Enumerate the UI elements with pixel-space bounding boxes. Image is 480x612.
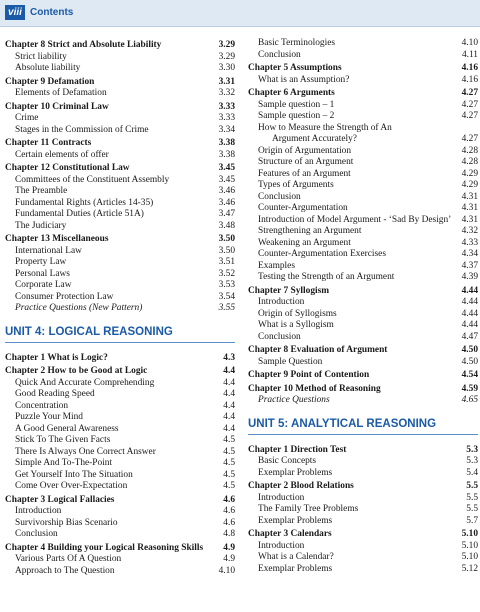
entry-title: Chapter 2 Blood Relations — [248, 481, 354, 491]
entry-page-number: 3.30 — [218, 63, 235, 73]
entry-title: Sample question – 2 — [258, 111, 335, 121]
entry-page-number: 4.10 — [461, 38, 478, 48]
entry-page-number: 4.9 — [223, 554, 235, 564]
entry-page-number: 4.32 — [461, 226, 478, 236]
entry-page-number: 4.29 — [461, 168, 478, 179]
toc-entry[interactable] — [5, 424, 235, 436]
toc-entry[interactable] — [248, 357, 478, 369]
toc-entry[interactable] — [248, 50, 478, 62]
entry-page-number: 4.4 — [223, 389, 235, 399]
entry-title: Strengthening an Argument — [258, 226, 362, 236]
entry-page-number: 4.4 — [223, 412, 235, 422]
entry-title: There Is Always One Correct Answer — [15, 446, 156, 457]
entry-title: Practice Questions — [258, 395, 330, 405]
entry-page-number: 4.34 — [461, 249, 478, 259]
entry-page-number: 4.4 — [223, 366, 235, 376]
entry-page-number: 5.5 — [466, 504, 478, 514]
toc-entry[interactable] — [5, 447, 235, 459]
toc-entry[interactable] — [5, 198, 235, 210]
toc-entry[interactable] — [248, 203, 478, 215]
entry-page-number: 4.5 — [223, 481, 235, 491]
page-header — [0, 0, 480, 27]
entry-page-number: 5.7 — [466, 515, 478, 526]
entry-title: Chapter 3 Calendars — [248, 529, 332, 539]
toc-entry[interactable] — [5, 246, 235, 258]
toc-entry[interactable] — [5, 209, 235, 221]
chapter-heading[interactable] — [5, 234, 235, 246]
entry-page-number: 4.31 — [461, 203, 478, 213]
entry-page-number: 5.10 — [461, 552, 478, 562]
toc-entry[interactable] — [5, 506, 235, 518]
toc-entry[interactable] — [248, 552, 478, 564]
entry-title: Introduction — [258, 540, 305, 551]
entry-title: Practice Questions (New Pattern) — [15, 303, 143, 313]
entry-title: Basic Concepts — [258, 456, 317, 466]
entry-title: Quick And Accurate Comprehending — [15, 377, 155, 388]
toc-entry[interactable] — [248, 332, 478, 344]
entry-title: Structure of an Argument — [258, 157, 354, 167]
right-column — [248, 38, 478, 575]
entry-page-number: 4.10 — [218, 565, 235, 576]
entry-page-number: 4.4 — [223, 400, 235, 411]
entry-page-number: 4.44 — [461, 297, 478, 307]
toc-entry[interactable] — [5, 389, 235, 401]
entry-title: Conclusion — [258, 191, 301, 202]
entry-page-number: 4.59 — [461, 383, 478, 394]
entry-page-number: 3.29 — [218, 40, 235, 50]
toc-entry[interactable] — [5, 269, 235, 281]
entry-title: Chapter 6 Arguments — [248, 88, 335, 98]
entry-page-number: 4.6 — [223, 506, 235, 516]
entry-title: Conclusion — [258, 49, 301, 60]
entry-title: Stick To The Given Facts — [15, 435, 111, 445]
entry-title: Stages in the Commission of Crime — [15, 124, 149, 135]
entry-title: Fundamental Rights (Articles 14-35) — [15, 197, 154, 208]
entry-title: Consumer Protection Law — [15, 291, 114, 302]
entry-page-number: 3.52 — [218, 268, 235, 279]
entry-page-number: 4.65 — [461, 395, 478, 405]
entry-title: Chapter 8 Evaluation of Argument — [248, 345, 388, 355]
chapter-heading[interactable] — [5, 40, 235, 52]
toc-entry[interactable] — [5, 52, 235, 64]
entry-page-number: 4.44 — [461, 320, 478, 330]
entry-page-number: 4.4 — [223, 377, 235, 388]
header-title: Contents — [30, 7, 74, 18]
entry-title: Introduction — [15, 506, 62, 516]
chapter-heading[interactable] — [248, 445, 478, 457]
entry-title: Property Law — [15, 257, 67, 267]
toc-entry[interactable] — [5, 175, 235, 187]
entry-page-number: 3.31 — [218, 76, 235, 87]
entry-page-number: 4.44 — [461, 285, 478, 296]
page-number-badge: viii — [5, 5, 25, 20]
entry-page-number: 4.50 — [461, 356, 478, 367]
entry-page-number: 4.27 — [461, 134, 478, 144]
toc-entry[interactable] — [248, 272, 478, 284]
chapter-heading[interactable] — [5, 102, 235, 114]
entry-title: Corporate Law — [15, 280, 72, 290]
entry-page-number: 4.28 — [461, 145, 478, 156]
entry-page-number: 3.47 — [218, 209, 235, 219]
entry-title: Introduction — [258, 492, 305, 503]
toc-entry[interactable] — [5, 554, 235, 566]
chapter-heading[interactable] — [5, 366, 235, 378]
entry-page-number: 4.11 — [461, 49, 478, 60]
toc-entry[interactable] — [248, 564, 478, 576]
toc-entry[interactable] — [5, 435, 235, 447]
chapter-heading[interactable] — [248, 88, 478, 100]
chapter-heading[interactable] — [5, 353, 235, 365]
entry-title: Basic Terminologies — [258, 38, 336, 48]
entry-title: Origin of Syllogisms — [258, 308, 337, 319]
entry-title: The Preamble — [15, 186, 68, 196]
entry-page-number: 4.27 — [461, 88, 478, 98]
toc-entry[interactable] — [5, 150, 235, 162]
entry-title: Argument Accurately? — [272, 134, 357, 144]
entry-title: Approach to The Question — [15, 565, 115, 576]
entry-page-number: 4.3 — [223, 352, 235, 363]
chapter-heading[interactable] — [248, 384, 478, 396]
entry-title: Types of Arguments — [258, 180, 334, 190]
toc-entry[interactable] — [248, 157, 478, 169]
entry-page-number: 3.32 — [218, 88, 235, 98]
entry-page-number: 4.9 — [223, 542, 235, 553]
toc-entry[interactable] — [248, 320, 478, 332]
chapter-heading[interactable] — [248, 370, 478, 382]
entry-title: Counter-Argumentation Exercises — [258, 249, 386, 259]
toc-entry[interactable] — [248, 493, 478, 505]
unit-heading: UNIT 5: ANALYTICAL REASONING — [248, 416, 478, 435]
entry-page-number: 3.29 — [218, 51, 235, 62]
entry-page-number: 4.29 — [461, 180, 478, 190]
toc-entry[interactable] — [5, 280, 235, 292]
toc-entry[interactable] — [248, 180, 478, 192]
entry-title: Weakening an Argument — [258, 237, 351, 248]
toc-entry[interactable] — [5, 458, 235, 470]
entry-page-number: 3.46 — [218, 186, 235, 196]
entry-page-number: 3.50 — [218, 245, 235, 256]
entry-page-number: 3.46 — [218, 197, 235, 208]
entry-page-number: 5.10 — [461, 540, 478, 551]
chapter-heading[interactable] — [248, 345, 478, 357]
entry-page-number: 5.10 — [461, 529, 478, 539]
chapter-heading[interactable] — [5, 77, 235, 89]
entry-page-number: 3.45 — [218, 174, 235, 185]
entry-title: Conclusion — [258, 331, 301, 342]
toc-entry[interactable] — [5, 481, 235, 493]
entry-page-number: 4.5 — [223, 446, 235, 457]
toc-entry[interactable] — [5, 88, 235, 100]
chapter-heading[interactable] — [248, 481, 478, 493]
toc-entry[interactable] — [248, 192, 478, 204]
chapter-heading[interactable] — [248, 529, 478, 541]
toc-entry[interactable] — [5, 113, 235, 125]
entry-title: Chapter 2 How to be Good at Logic — [5, 366, 148, 376]
left-column — [5, 38, 235, 577]
entry-page-number: 3.53 — [218, 280, 235, 290]
entry-title: Chapter 1 What is Logic? — [5, 352, 108, 363]
entry-title: A Good General Awareness — [15, 423, 119, 434]
chapter-heading[interactable] — [5, 495, 235, 507]
entry-title: Survivorship Bias Scenario — [15, 517, 118, 528]
entry-page-number: 3.48 — [218, 220, 235, 231]
entry-page-number: 3.38 — [218, 138, 235, 148]
chapter-heading[interactable] — [248, 286, 478, 298]
toc-entry[interactable] — [248, 75, 478, 87]
entry-title: Chapter 8 Strict and Absolute Liability — [5, 40, 162, 50]
entry-page-number: 5.5 — [466, 481, 478, 491]
entry-title: Chapter 9 Defamation — [5, 76, 95, 87]
entry-page-number: 3.38 — [218, 149, 235, 160]
entry-title: Chapter 7 Syllogism — [248, 285, 330, 296]
entry-title: Conclusion — [15, 529, 58, 539]
toc-entry-continued[interactable] — [248, 134, 478, 146]
entry-page-number: 4.6 — [223, 517, 235, 528]
entry-page-number: 5.3 — [466, 444, 478, 455]
entry-title: Elements of Defamation — [15, 88, 107, 98]
entry-page-number: 4.28 — [461, 157, 478, 167]
entry-page-number: 3.33 — [218, 101, 235, 112]
entry-title: Sample question – 1 — [258, 99, 335, 110]
entry-page-number: 3.45 — [218, 163, 235, 173]
entry-page-number: 3.34 — [218, 124, 235, 135]
toc-entry[interactable] — [5, 412, 235, 424]
toc-entry[interactable] — [248, 297, 478, 309]
entry-title: Crime — [15, 113, 39, 123]
entry-page-number: 5.12 — [461, 563, 478, 574]
toc-entry[interactable] — [5, 566, 235, 578]
practice-questions-entry[interactable] — [5, 303, 235, 315]
entry-page-number: 4.39 — [461, 272, 478, 282]
entry-title: Counter-Argumentation — [258, 203, 348, 213]
entry-page-number: 3.33 — [218, 113, 235, 123]
toc-entry[interactable] — [248, 261, 478, 273]
entry-page-number: 4.5 — [223, 458, 235, 468]
entry-title: What is a Calendar? — [258, 552, 334, 562]
entry-page-number: 4.31 — [461, 214, 478, 225]
entry-page-number: 4.50 — [461, 345, 478, 355]
entry-title: Certain elements of offer — [15, 149, 109, 160]
entry-title: Origin of Argumentation — [258, 145, 352, 156]
toc-entry[interactable] — [248, 146, 478, 158]
toc-entry[interactable] — [248, 215, 478, 227]
toc-entry[interactable] — [248, 541, 478, 553]
entry-title: Come Over Over-Expectation — [15, 481, 128, 491]
entry-title: Exemplar Problems — [258, 515, 333, 526]
toc-entry[interactable] — [5, 518, 235, 530]
practice-questions-entry[interactable] — [248, 395, 478, 407]
toc-entry[interactable] — [248, 249, 478, 261]
entry-page-number: 4.31 — [461, 191, 478, 202]
entry-title: Testing the Strength of an Argument — [258, 272, 395, 282]
entry-page-number: 4.27 — [461, 111, 478, 121]
entry-title: Introduction of Model Argument - ‘Sad By Design’ — [258, 214, 452, 225]
entry-title: Exemplar Problems — [258, 563, 333, 574]
toc-entry[interactable] — [248, 226, 478, 238]
entry-title: Chapter 11 Contracts — [5, 138, 92, 148]
toc-entry[interactable] — [248, 504, 478, 516]
entry-title: Fundamental Duties (Article 51A) — [15, 209, 144, 219]
entry-title: Chapter 9 Point of Contention — [248, 370, 370, 380]
entry-title: Chapter 13 Miscellaneous — [5, 234, 109, 244]
entry-page-number: 4.16 — [461, 63, 478, 73]
entry-page-number: 4.6 — [223, 494, 235, 505]
entry-page-number: 3.54 — [218, 291, 235, 302]
entry-title: Absolute liability — [15, 63, 81, 73]
entry-title: Chapter 10 Criminal Law — [5, 101, 109, 112]
entry-page-number: 4.16 — [461, 74, 478, 85]
entry-title: Good Reading Speed — [15, 389, 95, 399]
entry-title: The Judiciary — [15, 220, 67, 231]
toc-entry[interactable] — [248, 309, 478, 321]
entry-page-number: 4.8 — [223, 529, 235, 539]
entry-page-number: 4.33 — [461, 237, 478, 248]
entry-page-number: 4.54 — [461, 370, 478, 380]
toc-entry[interactable] — [248, 468, 478, 480]
entry-title: Exemplar Problems — [258, 467, 333, 478]
entry-title: The Family Tree Problems — [258, 504, 359, 514]
entry-page-number: 5.3 — [466, 456, 478, 466]
entry-title: Committees of the Constituent Assembly — [15, 174, 170, 185]
entry-title: What is an Assumption? — [258, 74, 350, 85]
toc-entry[interactable] — [5, 292, 235, 304]
toc-entry[interactable] — [5, 378, 235, 390]
toc-entry[interactable] — [248, 169, 478, 181]
entry-title: How to Measure the Strength of An — [258, 122, 392, 133]
entry-page-number: 4.37 — [461, 260, 478, 271]
toc-entry[interactable] — [5, 529, 235, 541]
entry-title: Examples — [258, 260, 295, 271]
entry-title: Chapter 4 Building your Logical Reasoning Skills — [5, 542, 204, 553]
entry-page-number: 5.4 — [466, 467, 478, 478]
entry-title: Chapter 5 Assumptions — [248, 63, 342, 73]
chapter-heading[interactable] — [5, 543, 235, 555]
toc-entry[interactable] — [248, 456, 478, 468]
entry-title: Introduction — [258, 297, 305, 307]
entry-title: Get Yourself Into The Situation — [15, 469, 133, 480]
toc-entry[interactable] — [248, 123, 478, 135]
entry-page-number: 4.4 — [223, 423, 235, 434]
toc-entry[interactable] — [248, 100, 478, 112]
entry-title: Strict liability — [15, 51, 67, 62]
entry-title: Puzzle Your Mind — [15, 412, 83, 422]
entry-page-number: 4.5 — [223, 435, 235, 445]
entry-title: Features of an Argument — [258, 168, 351, 179]
entry-title: Various Parts Of A Question — [15, 554, 122, 564]
entry-page-number: 4.47 — [461, 331, 478, 342]
entry-title: What is a Syllogism — [258, 320, 334, 330]
entry-page-number: 4.44 — [461, 308, 478, 319]
toc-entry[interactable] — [5, 470, 235, 482]
toc-entry[interactable] — [5, 186, 235, 198]
chapter-heading[interactable] — [5, 163, 235, 175]
toc-entry[interactable] — [5, 401, 235, 413]
chapter-heading[interactable] — [5, 138, 235, 150]
chapter-heading[interactable] — [248, 63, 478, 75]
entry-title: Chapter 1 Direction Test — [248, 444, 347, 455]
entry-page-number: 3.51 — [218, 257, 235, 267]
entry-title: Chapter 12 Constitutional Law — [5, 163, 130, 173]
entry-title: International Law — [15, 245, 82, 256]
entry-title: Sample Question — [258, 356, 323, 367]
toc-entry[interactable] — [248, 111, 478, 123]
toc-entry[interactable] — [5, 63, 235, 75]
toc-entry[interactable] — [5, 257, 235, 269]
entry-page-number: 3.55 — [218, 303, 235, 313]
entry-title: Concentration — [15, 400, 69, 411]
toc-entry[interactable] — [248, 38, 478, 50]
unit-heading: UNIT 4: LOGICAL REASONING — [5, 324, 235, 343]
entry-page-number: 3.50 — [218, 234, 235, 244]
toc-entry[interactable] — [248, 516, 478, 528]
toc-entry[interactable] — [5, 125, 235, 137]
entry-title: Chapter 10 Method of Reasoning — [248, 383, 381, 394]
toc-entry[interactable] — [248, 238, 478, 250]
entry-page-number: 4.27 — [461, 99, 478, 110]
entry-title: Chapter 3 Logical Fallacies — [5, 494, 115, 505]
entry-page-number: 4.5 — [223, 469, 235, 480]
entry-page-number: 5.5 — [466, 492, 478, 503]
toc-entry[interactable] — [5, 221, 235, 233]
entry-title: Personal Laws — [15, 268, 70, 279]
entry-title: Simple And To-The-Point — [15, 458, 113, 468]
